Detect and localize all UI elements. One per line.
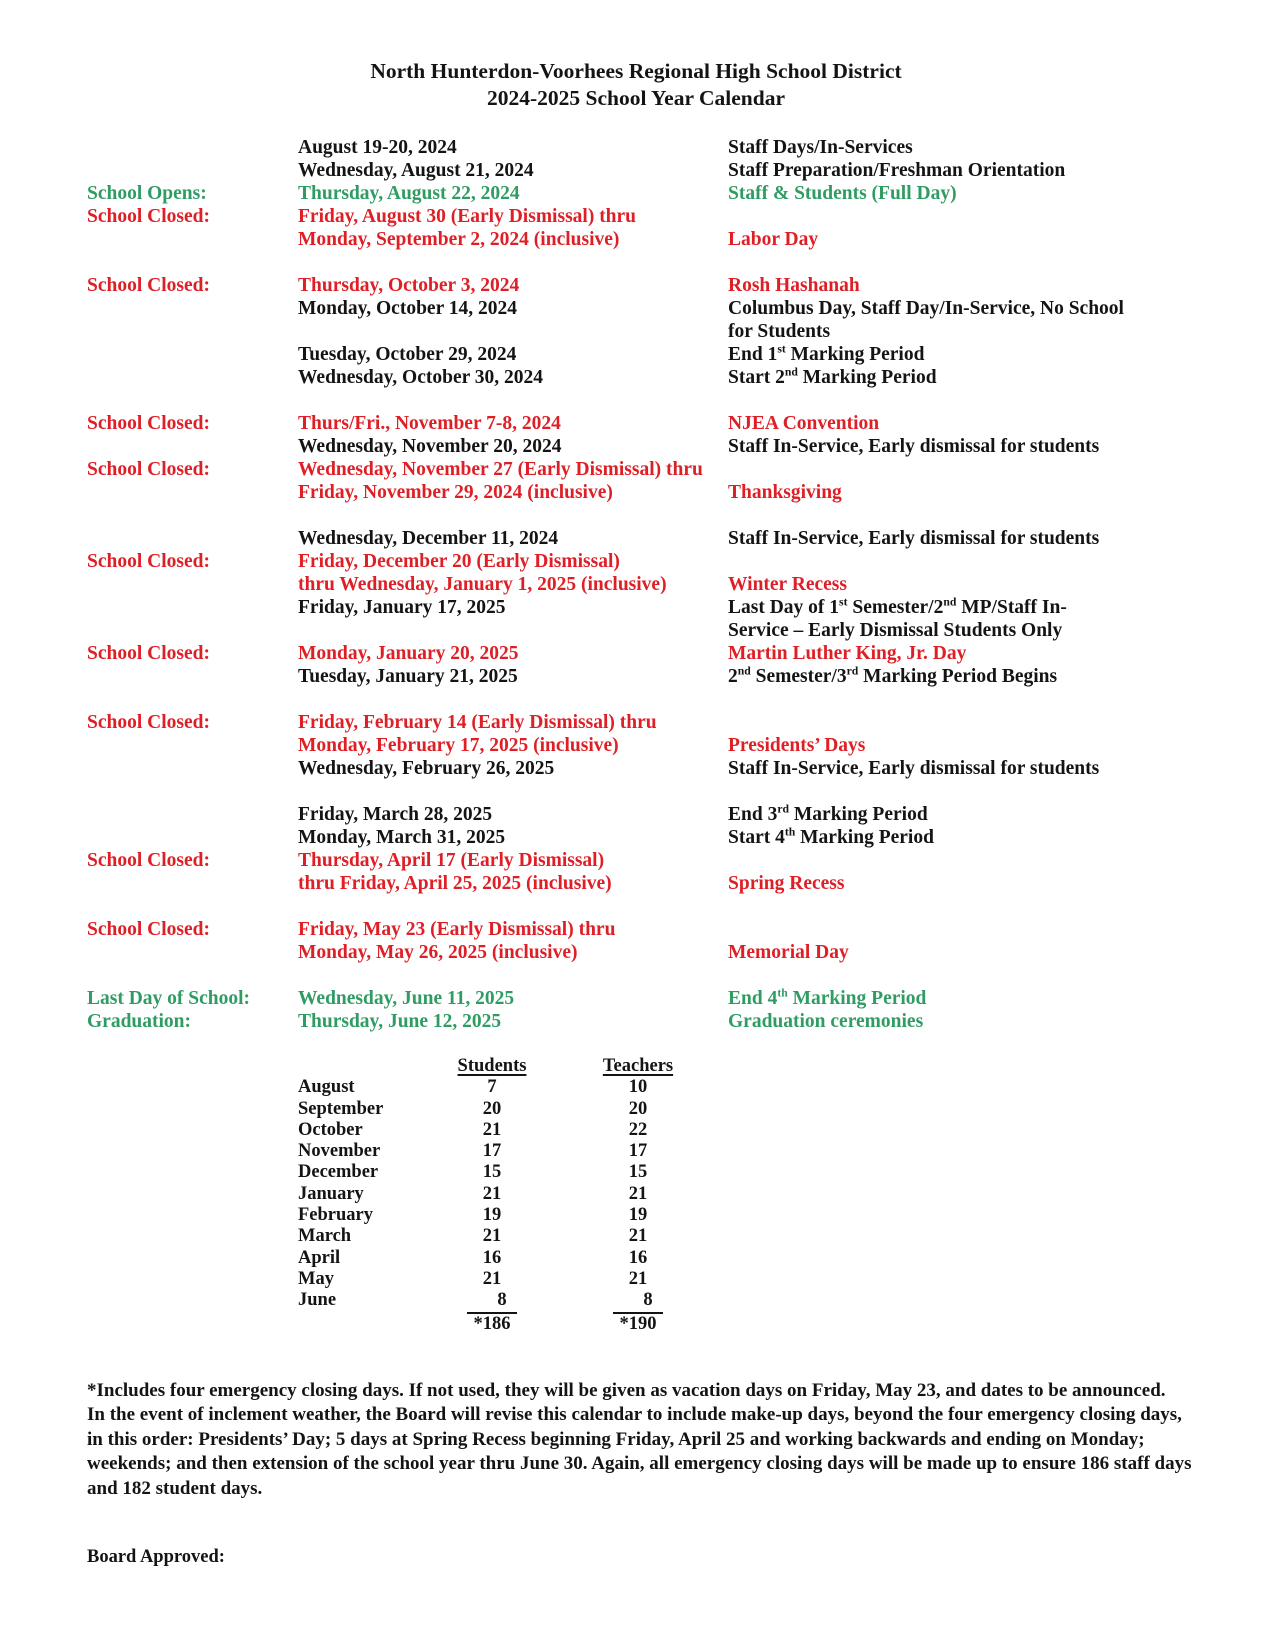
footnote-line: weekends; and then extension of the school year thru June 30. Again, all emergency closing days will be made up to ensure 186 staff days: [87, 1453, 1192, 1475]
calendar-row: [87, 136, 1185, 159]
teachers-cell: 21: [628, 1183, 648, 1204]
teachers-cell: 17: [628, 1141, 648, 1162]
calendar-group: [87, 711, 1185, 780]
month-cell: October: [298, 1119, 363, 1140]
month-cell: December: [298, 1162, 379, 1183]
row-date: Thursday, April 17 (Early Dismissal): [298, 850, 605, 871]
calendar-row: [87, 826, 1185, 849]
table-row: [298, 1248, 1185, 1269]
calendar-row: [87, 596, 1185, 619]
underlined-sum-value: 8: [467, 1290, 516, 1313]
row-label: School Closed:: [87, 206, 210, 227]
footnote-line: in this order: Presidents’ Day; 5 days at Spring Recess beginning Friday, April 25 and working backwards and ending on Monday;: [87, 1428, 1145, 1450]
row-description: Staff In-Service, Early dismissal for students: [728, 436, 1100, 457]
emergency-days-footnote: [87, 1379, 1192, 1502]
row-description: 2nd Semester/3rd Marking Period Begins: [728, 664, 1058, 687]
teachers-cell: 20: [628, 1098, 648, 1119]
calendar-listing: [87, 136, 1185, 1033]
row-label: School Closed:: [87, 643, 210, 664]
students-cell: 21: [482, 1268, 502, 1289]
month-cell: February: [298, 1205, 374, 1226]
teachers-cell: 22: [628, 1119, 648, 1140]
row-date: Friday, August 30 (Early Dismissal) thru: [298, 206, 637, 227]
row-description: End 1st Marking Period: [728, 342, 925, 365]
table-row: [298, 1099, 1185, 1120]
calendar-row: [87, 1010, 1185, 1033]
row-description: Staff Days/In-Services: [728, 137, 913, 158]
month-cell: June: [298, 1290, 337, 1311]
row-date: August 19-20, 2024: [298, 137, 457, 158]
row-label: School Opens:: [87, 183, 207, 204]
row-description: Start 4th Marking Period: [728, 825, 934, 848]
month-cell: May: [298, 1268, 334, 1289]
calendar-row: [87, 366, 1185, 389]
row-date: Tuesday, October 29, 2024: [298, 344, 517, 365]
table-header-row: [298, 1056, 1185, 1077]
row-date: thru Wednesday, January 1, 2025 (inclusive): [298, 574, 667, 595]
calendar-group: [87, 136, 1185, 251]
row-date: Wednesday, February 26, 2025: [298, 758, 555, 779]
row-label: School Closed:: [87, 919, 210, 940]
row-description: Service – Early Dismissal Students Only: [728, 620, 1063, 641]
teachers-cell: 10: [628, 1077, 648, 1098]
row-date: Friday, March 28, 2025: [298, 804, 493, 825]
students-cell: 21: [482, 1119, 502, 1140]
calendar-row: [87, 435, 1185, 458]
row-date: Friday, January 17, 2025: [298, 597, 506, 618]
calendar-row: [87, 458, 1185, 481]
month-cell: November: [298, 1141, 381, 1162]
table-row: [298, 1162, 1185, 1183]
row-label: School Closed:: [87, 712, 210, 733]
table-row: [298, 1077, 1185, 1098]
teachers-column-header: Teachers: [602, 1056, 674, 1076]
calendar-row: [87, 205, 1185, 228]
teachers-cell: [590, 1290, 686, 1313]
row-date: Wednesday, August 21, 2024: [298, 160, 534, 181]
table-totals-row: [298, 1314, 1185, 1335]
row-date: Monday, October 14, 2024: [298, 298, 518, 319]
footnote-line: *Includes four emergency closing days. If not used, they will be given as vacation days on Friday, May 23, and dates to be announced.: [87, 1379, 1166, 1401]
calendar-group: [87, 527, 1185, 688]
calendar-row: [87, 412, 1185, 435]
row-date: Thurs/Fri., November 7-8, 2024: [298, 413, 561, 434]
students-cell: 15: [482, 1162, 502, 1183]
row-description: End 4th Marking Period: [728, 986, 927, 1009]
row-label: School Closed:: [87, 413, 210, 434]
calendar-row: [87, 941, 1185, 964]
table-row: [298, 1205, 1185, 1226]
month-cell: September: [298, 1098, 384, 1119]
students-cell: 17: [482, 1141, 502, 1162]
students-cell: 19: [482, 1205, 502, 1226]
row-date: Monday, March 31, 2025: [298, 827, 506, 848]
calendar-group: [87, 803, 1185, 895]
row-description: for Students: [728, 321, 831, 342]
row-label: Graduation:: [87, 1011, 192, 1032]
calendar-subtitle: 2024-2025 School Year Calendar: [486, 86, 785, 110]
calendar-row: [87, 228, 1185, 251]
row-date: Wednesday, November 20, 2024: [298, 436, 562, 457]
row-date: Friday, February 14 (Early Dismissal) thru: [298, 712, 657, 733]
board-approved-label: Board Approved:: [87, 1547, 225, 1568]
teachers-cell: 15: [628, 1162, 648, 1183]
month-cell: April: [298, 1247, 341, 1268]
calendar-row: [87, 803, 1185, 826]
calendar-row: [87, 665, 1185, 688]
calendar-row: [87, 159, 1185, 182]
students-cell: [444, 1290, 540, 1313]
calendar-row: [87, 527, 1185, 550]
month-cell: January: [298, 1183, 364, 1204]
calendar-row: [87, 918, 1185, 941]
row-description: Thanksgiving: [728, 482, 842, 503]
calendar-group: [87, 412, 1185, 504]
calendar-row: [87, 320, 1185, 343]
row-label: School Closed:: [87, 850, 210, 871]
table-body: [298, 1077, 1185, 1313]
teachers-cell: 19: [628, 1205, 648, 1226]
row-date: Friday, December 20 (Early Dismissal): [298, 551, 620, 572]
row-description: Labor Day: [728, 229, 819, 250]
document-title: [87, 58, 1185, 112]
row-label: School Closed:: [87, 275, 210, 296]
students-column-header: Students: [457, 1056, 527, 1076]
row-date: Monday, January 20, 2025: [298, 643, 519, 664]
teachers-cell: 21: [628, 1226, 648, 1247]
row-description: Presidents’ Days: [728, 735, 866, 756]
students-cell: 7: [487, 1077, 497, 1098]
table-row: [298, 1184, 1185, 1205]
footnote-line: In the event of inclement weather, the Board will revise this calendar to include make-up days, beyond the four emergency closing days,: [87, 1404, 1182, 1426]
row-date: Friday, May 23 (Early Dismissal) thru: [298, 919, 616, 940]
row-date: Tuesday, January 21, 2025: [298, 666, 518, 687]
row-description: Winter Recess: [728, 574, 847, 595]
row-date: Thursday, October 3, 2024: [298, 275, 520, 296]
row-description: Spring Recess: [728, 873, 845, 894]
footnote-line: and 182 student days.: [87, 1477, 263, 1499]
row-date: Wednesday, November 27 (Early Dismissal) thru: [298, 459, 703, 480]
calendar-row: [87, 343, 1185, 366]
row-description: Memorial Day: [728, 942, 849, 963]
row-description: End 3rd Marking Period: [728, 802, 928, 825]
calendar-row: [87, 573, 1185, 596]
row-date: Wednesday, June 11, 2025: [298, 988, 515, 1009]
row-label: School Closed:: [87, 459, 210, 480]
calendar-row: [87, 849, 1185, 872]
calendar-row: [87, 872, 1185, 895]
calendar-group: [87, 987, 1185, 1033]
calendar-row: [87, 297, 1185, 320]
row-description: Staff Preparation/Freshman Orientation: [728, 160, 1066, 181]
row-label: School Closed:: [87, 551, 210, 572]
row-description: Martin Luther King, Jr. Day: [728, 643, 967, 664]
calendar-row: [87, 711, 1185, 734]
row-label: Last Day of School:: [87, 988, 251, 1009]
row-date: Friday, November 29, 2024 (inclusive): [298, 482, 613, 503]
row-description: NJEA Convention: [728, 413, 880, 434]
students-cell: 21: [482, 1183, 502, 1204]
calendar-group: [87, 274, 1185, 389]
row-description: Staff In-Service, Early dismissal for students: [728, 758, 1100, 779]
students-cell: 20: [482, 1098, 502, 1119]
teachers-total: *190: [619, 1313, 657, 1334]
underlined-sum-value: 8: [613, 1290, 662, 1313]
students-cell: 16: [482, 1247, 502, 1268]
month-cell: August: [298, 1077, 355, 1098]
teachers-cell: 16: [628, 1247, 648, 1268]
row-description: Last Day of 1st Semester/2nd MP/Staff In-: [728, 595, 1067, 618]
row-date: Wednesday, October 30, 2024: [298, 367, 544, 388]
row-date: Monday, February 17, 2025 (inclusive): [298, 735, 619, 756]
row-date: Wednesday, December 11, 2024: [298, 528, 559, 549]
calendar-row: [87, 481, 1185, 504]
row-date: Thursday, June 12, 2025: [298, 1011, 502, 1032]
calendar-group: [87, 918, 1185, 964]
row-description: Columbus Day, Staff Day/In-Service, No School: [728, 298, 1124, 319]
days-count-table: [298, 1056, 1185, 1335]
row-description: Staff & Students (Full Day): [728, 183, 957, 204]
calendar-row: [87, 987, 1185, 1010]
calendar-row: [87, 274, 1185, 297]
month-cell: March: [298, 1226, 352, 1247]
calendar-row: [87, 619, 1185, 642]
district-title: North Hunterdon-Voorhees Regional High School District: [370, 59, 902, 83]
calendar-row: [87, 642, 1185, 665]
calendar-row: [87, 550, 1185, 573]
table-row: [298, 1226, 1185, 1247]
table-row: [298, 1269, 1185, 1290]
table-row: [298, 1120, 1185, 1141]
calendar-row: [87, 734, 1185, 757]
table-row: [298, 1141, 1185, 1162]
row-description: Rosh Hashanah: [728, 275, 860, 296]
table-row: [298, 1290, 1185, 1313]
row-description: Start 2nd Marking Period: [728, 365, 937, 388]
calendar-row: [87, 757, 1185, 780]
teachers-cell: 21: [628, 1268, 648, 1289]
row-date: Monday, September 2, 2024 (inclusive): [298, 229, 620, 250]
calendar-row: [87, 182, 1185, 205]
students-cell: 21: [482, 1226, 502, 1247]
students-total: *186: [473, 1313, 511, 1334]
row-date: Monday, May 26, 2025 (inclusive): [298, 942, 578, 963]
row-date: Thursday, August 22, 2024: [298, 183, 520, 204]
row-description: Graduation ceremonies: [728, 1011, 924, 1032]
row-description: Staff In-Service, Early dismissal for students: [728, 528, 1100, 549]
row-date: thru Friday, April 25, 2025 (inclusive): [298, 873, 612, 894]
